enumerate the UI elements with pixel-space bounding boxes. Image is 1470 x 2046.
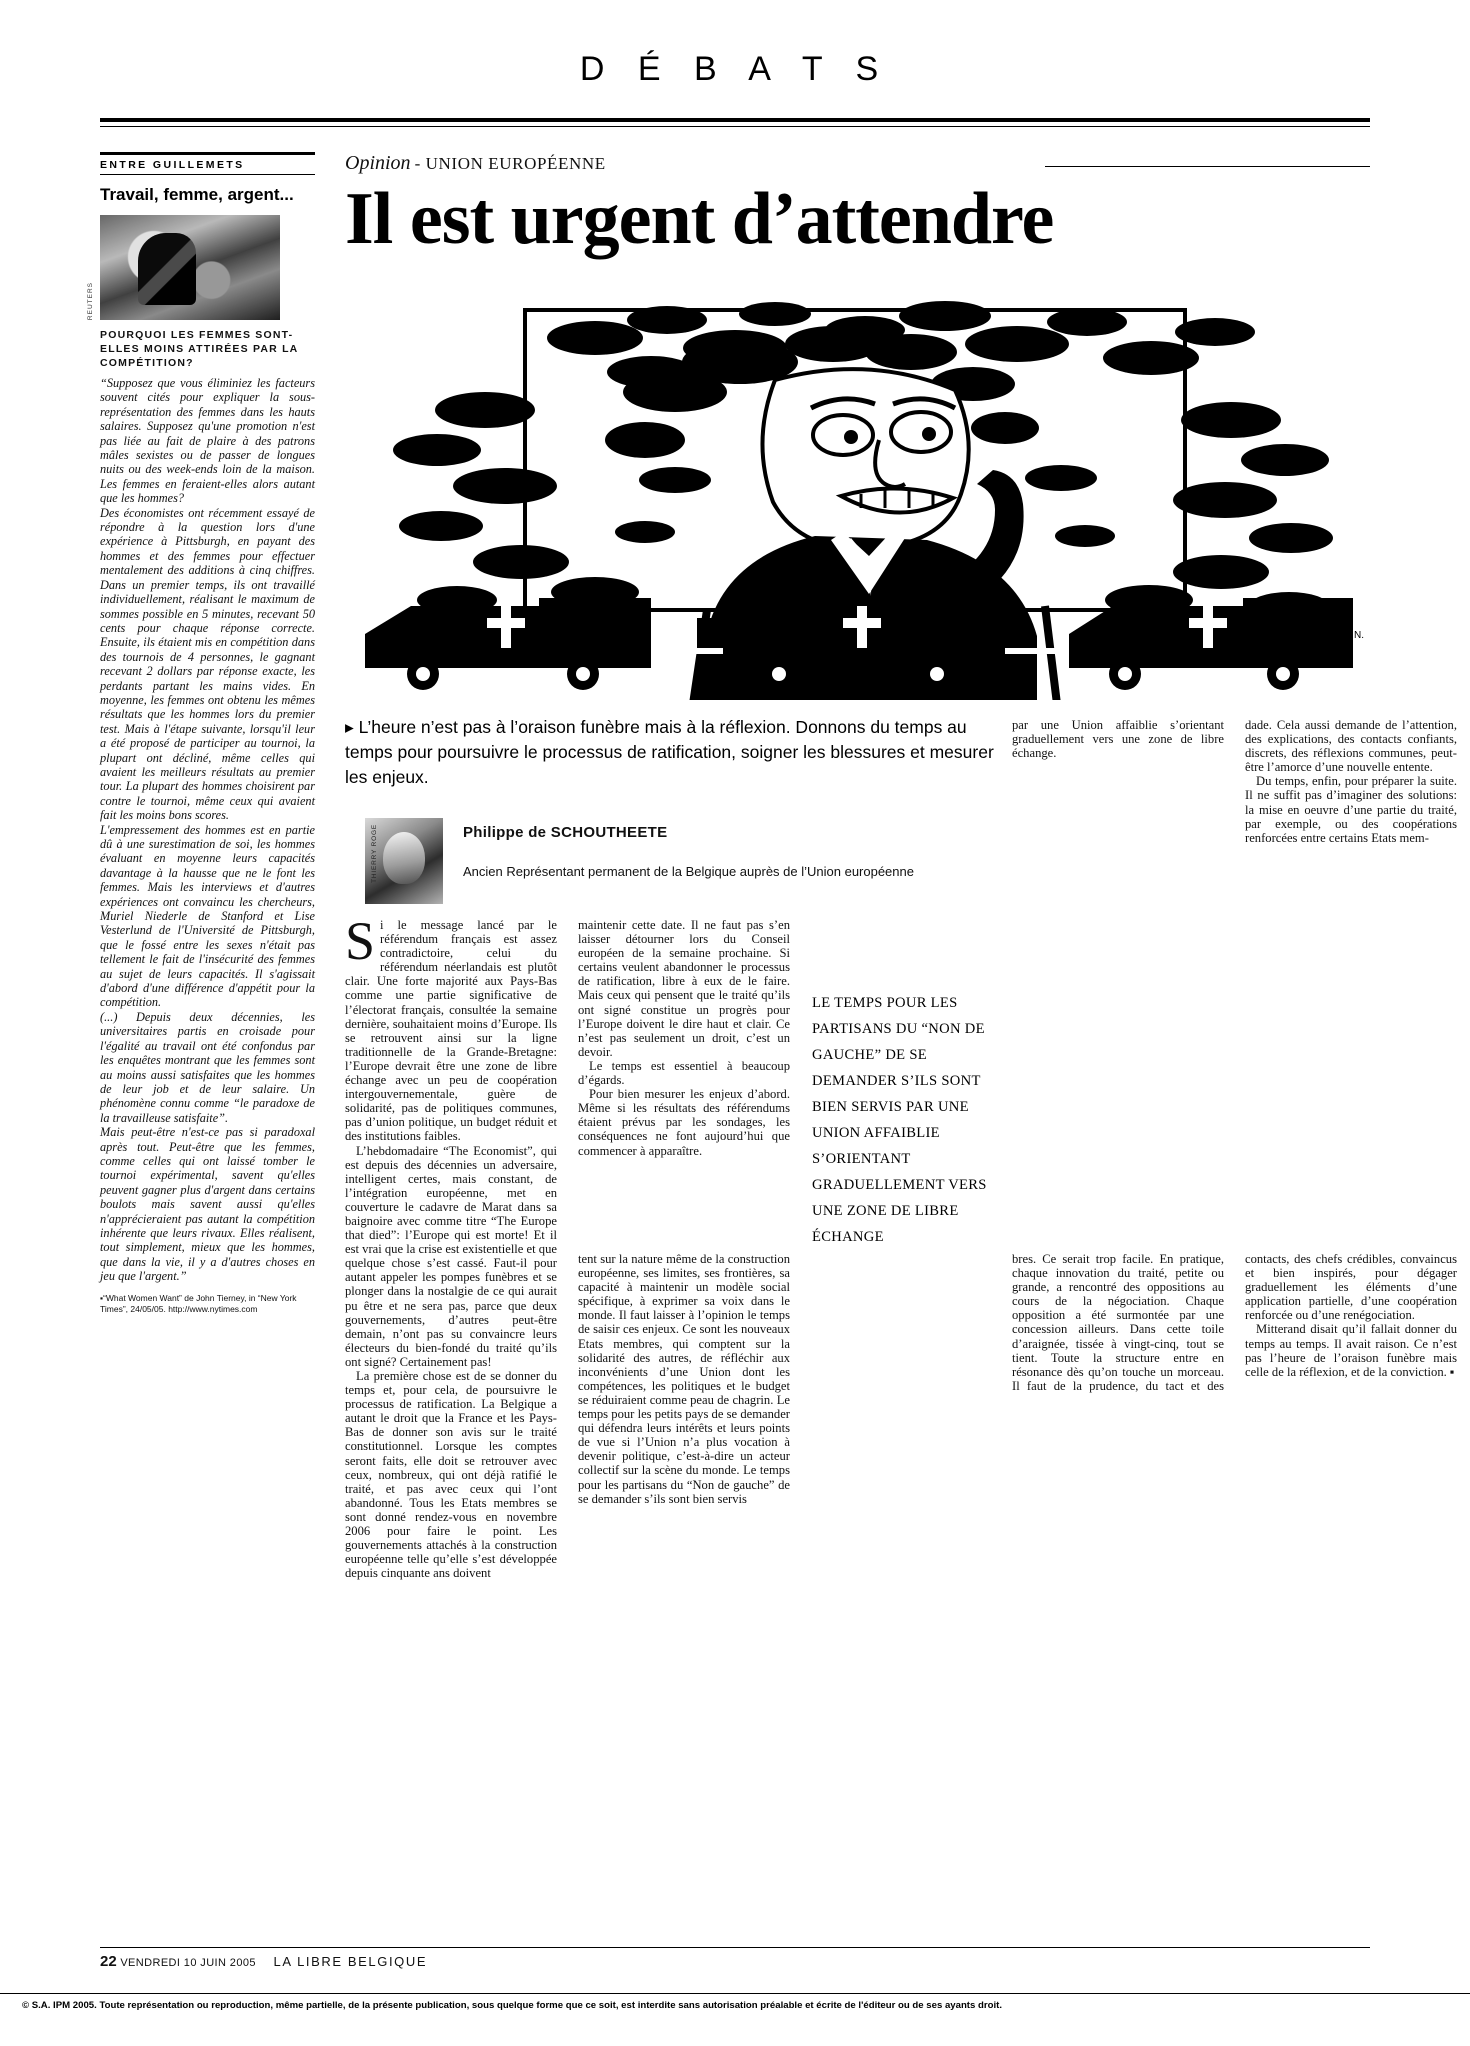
article-standfirst: ▸ L’heure n’est pas à l’oraison funèbre mais à la réflexion. Donnons du temps au temps pour poursuivre le processus de ratification, soigner les blessures et mesurer les enjeux. — [345, 717, 994, 787]
sidebar-paragraph: (...) Depuis deux décennies, les universitaires partis en croisade pour l'égalité au travail ont été confondus par les enquêtes montrant que les femmes sont au moins aussi satisfaites que les hommes de leur job et de leur salaire. Un phénomène connu comme “le paradoxe de la travailleuse satisfaite”. — [100, 1009, 315, 1125]
sidebar-photo-figure — [138, 233, 196, 305]
sidebar-paragraph: Des économistes ont récemment essayé de répondre à la question lors d'une expérience à Pittsburgh, en payant des hommes et des femmes pour effectuer mentalement des additions à cinq chiffres. Dans un premier temps, ils ont travaillé individuellement, réalisant le maximum de sommes possible en 5 minutes, recevant 50 cents pour chaque réponse correcte. Ensuite, ils étaient mis en compétition dans des tournois de 4 personnes, le gagnant recevant 2 dollars par réponse exacte, les perdants partant les mains vides. En moyenne, les femmes ont obtenu les mêmes résultats que les hommes lors du premier test. Mais à l'étape suivante, lorsqu'il leur a été proposé de participer au tournoi, la plupart ont décliné, même celles qui avaient les meilleurs résultats au premier tour. La plupart des hommes choisirent par contre le tournoi, même ceux qui avaient fait les moins bons scores. — [100, 505, 315, 823]
article-paragraph: Le temps est essentiel à beaucoup d’égards. — [578, 1058, 790, 1088]
article-paragraph: tent sur la nature même de la construction européenne, ses limites, ses frontières, sa capacité à maintenir un modèle social spécifique, à exprimer sa voix dans le monde. Il faut laisser à l’opinion le temps de saisir ces enjeux. Ce sont les nouveaux Etats membres, qui comptent sur la solidarité des autres, de réfléchir aux inconvénients d’une Union dont les compétences, les politiques et le budget se réduiraient comme peau de chagrin. Le temps pour les petits pays de se demander qui défendra leurs intérêts et leurs points de vue si l’Union n’a plus vocation à devenir politique, c’est-à-dire un acteur collectif sur la scène du monde. Le temps pour les partisans du “Non de gauche” de se demander s’ils sont bien servis — [578, 1252, 790, 1506]
author-photo-credit: THIERRY ROGE — [371, 824, 378, 883]
article-paragraph: Mitterand disait qu’il fallait donner du temps au temps. Il avait raison. Ce n’est pas l’heure de l’oraison funèbre mais celle de la réflexion, et de la conviction. ▪ — [1245, 1322, 1457, 1379]
article-paragraph: L’hebdomadaire “The Economist”, qui est depuis des décennies un adversaire, intelligent certes, mais constant, de l’intégration européenne, met en couverture le cadavre de Marat dans sa baignoire avec comme titre “The Europe that died”: l’Europe qui est morte! Et il est vrai que la crise est existentielle et que quelque chose s’est cassé. Faut-il pour autant appeler les pompes funèbres et se plonger dans la nostalgie de ce qui aurait pu être et ne sera pas, parce que deux gouvernements, d’autres peut-être demain, n’ont pas su convaincre leurs électeurs du bien-fondé du traité qu’ils ont signé? Certainement pas! — [345, 1143, 557, 1369]
article-illustration — [345, 300, 1370, 700]
sidebar-entre-guillemets — [87, 152, 315, 1315]
author-name: Philippe de SCHOUTHEETE — [463, 824, 668, 841]
page-folio — [100, 1953, 427, 1970]
article-column-2-continued — [578, 1252, 790, 1506]
article-paragraph: maintenir cette date. Il ne faut pas s’en laisser détourner lors du Conseil européen de la semaine prochaine. Si certains veulent abandonner le processus de ratification, libre à eux de le faire. Mais ceux qui pensent que le traité qu’ils ont signé constitue un progrès pour l’Europe doivent le dire haut et clair. Ce n’est pas seulement un droit, c’est un devoir. — [578, 918, 790, 1059]
footer-rule — [100, 1947, 1370, 1948]
article-column-2 — [578, 918, 790, 1158]
page-number: 22 — [100, 1953, 117, 1970]
article-paragraph: Si le message lancé par le référendum français est assez contradictoire, celui du référendum néerlandais est plutôt clair. Une forte majorité aux Pays-Bas comme une partie significative de l’électorat français, consultée la semaine dernière, souhaitaient moins d’Europe. Ils se retrouvent ainsi sur la ligne traditionnelle de la Grande-Bretagne: l’Europe devrait être une zone de libre échange avec un peu de coopération intergouvernementale, guère de solidarité, pas de politiques communes, pas d’union politique, un budget réduit et des institutions faibles. — [345, 911, 557, 1144]
article-paragraph: Pour bien mesurer les enjeux d’abord. Même si les résultats des référendums étaient prévus par les sondages, les conséquences ne font aujourd’hui que commencer à apparaître. — [578, 1087, 790, 1158]
author-role: Ancien Représentant permanent de la Belgique auprès de l’Union européenne — [463, 864, 914, 879]
page-title: D É B A T S — [579, 50, 891, 88]
sidebar-source-url[interactable]: http://www.nytimes.com — [168, 1303, 258, 1314]
legal-notice: © S.A. IPM 2005. Toute représentation ou reproduction, même partielle, de la présente publication, sous quelque forme que ce soit, est interdite sans autorisation préalable et écrite de l'éditeur ou de ses ayants droit. — [22, 2000, 1002, 2011]
sidebar-title: Travail, femme, argent... — [100, 185, 294, 204]
article-column-3 — [1012, 718, 1224, 760]
author-avatar-face — [383, 832, 425, 884]
article-columns-3-4-continued — [1012, 1252, 1457, 1393]
sidebar-paragraph: L'empressement des hommes est en partie dû à une surestimation de soi, les hommes évaluant en moyenne leurs capacités davantage à la hausse que ne le font les femmes. Mais les interviews et d'autres expériences ont convaincu les chercheurs, Muriel Niederle de Stanford et Lise Vesterlund de l'Université de Pittsburgh, que le fossé entre les sexes n'était pas tellement le fait de l'insécurité des femmes au sujet de leurs capacités. Il s'agissait d'abord d'une différence d'appétit pour la compétition. — [100, 822, 315, 1010]
article-paragraph: dade. Cela aussi demande de l’attention, des explications, des contacts confiants, discrets, des réflexions communes, peut-être l’amorce d’une nouvelle entente. — [1245, 718, 1457, 775]
opinion-rule — [1045, 166, 1370, 167]
opinion-topic: - UNION EUROPÉENNE — [414, 154, 606, 173]
sidebar-source-text: ▪“What Women Want” de John Tierney, in “New York Times”, 24/05/05. — [100, 1292, 297, 1314]
article-pullquote: LE TEMPS POUR LES PARTISANS DU “NON DE GAUCHE” DE SE DEMANDER S’ILS SONT BIEN SERVIS PAR UNE UNION AFFAIBLIE S’ORIENTANT GRADUELLEMENT VERS UNE ZONE DE LIBRE ÉCHANGE — [812, 995, 987, 1245]
illustration-svg — [345, 300, 1370, 700]
article-paragraph: Du temps, enfin, pour préparer la suite. Il ne suffit pas d’imaginer des solutions: la mise en oeuvre d’une partie du traité, par exemple, ou des coopérations renforcées entre certains Etats mem- — [1245, 774, 1457, 845]
article-paragraph: par une Union affaiblie s’orientant graduellement vers une zone de libre échange. — [1012, 718, 1224, 761]
opinion-header — [345, 152, 1370, 178]
publication-name: LA LIBRE BELGIQUE — [273, 1954, 428, 1969]
sidebar-kicker: ENTRE GUILLEMETS — [100, 152, 315, 175]
article-headline: Il est urgent d’attendre — [345, 178, 1054, 260]
sidebar-paragraph: “Supposez que vous éliminiez les facteurs souvent cités pour expliquer la sous-représentation des femmes dans les hauts salaires. Supposez qu'une promotion n'est pas liée au fait de plaire à des patrons mâles sexistes ou de passer de longues nuits ou des week-ends loin de la maison. Les femmes en feraient-elles alors autant que les hommes? — [100, 376, 315, 506]
sidebar-photo-credit: REUTERS — [87, 281, 94, 320]
opinion-label: Opinion — [345, 152, 411, 174]
article-column-4 — [1245, 718, 1457, 845]
masthead-rule-thin — [100, 126, 1370, 127]
issue-date: VENDREDI 10 JUIN 2005 — [120, 1957, 256, 1969]
sidebar-photo-image — [100, 215, 280, 320]
sidebar-heading: POURQUOI LES FEMMES SONT-ELLES MOINS ATTIRÉES PAR LA COMPÉTITION? — [100, 329, 299, 369]
section-masthead — [100, 50, 1370, 101]
sidebar-source — [100, 1293, 315, 1315]
sidebar-body — [100, 376, 315, 1284]
article-paragraph: bres. Ce serait trop facile. En pratique, chaque innovation du traité, petite ou grande, a rencontré des oppositions au cours de la négociation. Chaque opposition a été surmontée par une concession ailleurs. Dans cette toile d’araignée, tissée à vingt-cinq, tout se tient. Toute la structure entre en résonance dès qu’on touche un morceau. Il faut de la prudence, du tact et des contacts, des chefs crédibles, convaincus et bien inspirés, pour dégager graduellement les éléments d’une application partielle, d’une coopération renforcée ou d’une renégociation. — [1012, 1252, 1457, 1393]
masthead-rule-thick — [100, 118, 1370, 122]
illustration-credit: ▪ Illu Léon N. — [1307, 630, 1364, 641]
legal-rule — [0, 1993, 1470, 1994]
sidebar-paragraph: Mais peut-être n'est-ce pas si paradoxal après tout. Peut-être que les femmes, comme celles qui ont laissé tomber le tournoi expérimental, savent qu'elles peuvent gagner plus d'argent dans certains boulots mais savent aussi qu'elles n'apprécieraient pas autant la compétition inhérente que leurs rivaux. Elles réalisent, tout simplement, mieux que les hommes, que dans la vie, il y a d'autres choses en jeu que l'argent.” — [100, 1125, 315, 1284]
article-paragraph: La première chose est de se donner du temps et, pour cela, de poursuivre le processus de ratification. La Belgique a autant le droit que la France et les Pays-Bas de donner son avis sur le traité constitutionnel. Lorsque les comptes seront faits, elle doit se retrouver avec ceux, nombreux, qui ont déjà ratifié le traité, et pas avec ceux qui l’ont abandonné. Tous les Etats membres se sont donné rendez-vous en novembre 2006 pour faire le point. Les gouvernements attachés à la construction européenne telle qu’elle s’est développée depuis cinquante ans doivent — [345, 1369, 557, 1581]
sidebar-photo — [87, 215, 280, 320]
article-byline — [345, 818, 1005, 904]
article-column-1 — [345, 911, 557, 1581]
author-avatar — [365, 818, 443, 904]
